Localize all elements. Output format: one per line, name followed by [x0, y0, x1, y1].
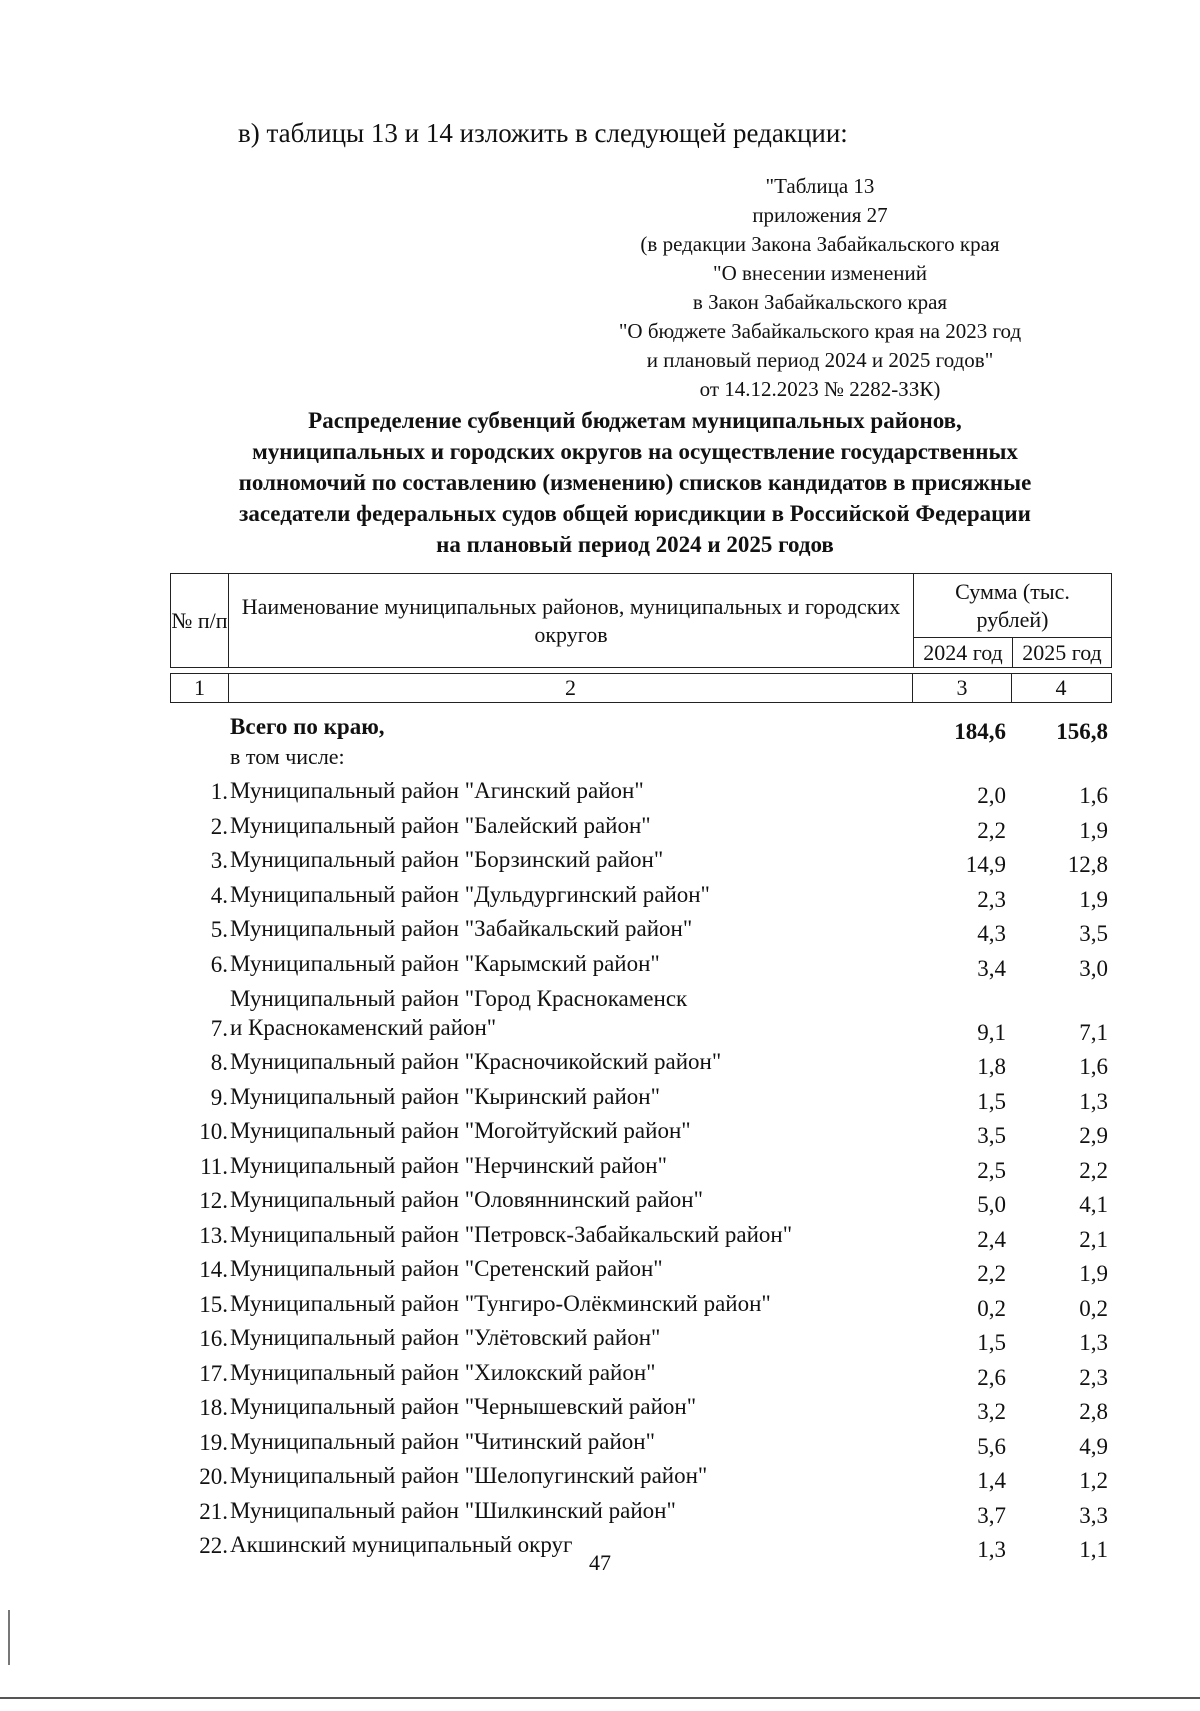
- header-year-2025: 2025 год: [1013, 638, 1112, 668]
- row-name-line: Муниципальный район "Тунгиро-Олёкминский район": [230, 1290, 771, 1316]
- row-name-line: Муниципальный район "Читинский район": [230, 1428, 655, 1454]
- row-value-2024: 1,3: [977, 1537, 1006, 1562]
- row-value-2025: 4,1: [1079, 1192, 1108, 1217]
- row-number: 1.: [210, 779, 228, 804]
- row-name: [230, 1461, 1070, 1490]
- reference-line: и плановый период 2024 и 2025 годов": [646, 348, 994, 372]
- row-value-2024: 2,2: [977, 817, 1006, 843]
- row-name-line: Муниципальный район "Город Краснокаменск: [230, 985, 688, 1011]
- row-name: [230, 1220, 1070, 1249]
- table-row: [170, 982, 1112, 1046]
- reference-line: "О бюджете Забайкальского края на 2023 год: [618, 319, 1022, 343]
- row-name: [230, 1254, 1070, 1283]
- table-body: [170, 710, 1112, 1563]
- row-value-2024: 0,2: [977, 1295, 1006, 1321]
- row-value-2024: 3,7: [977, 1502, 1006, 1528]
- row-name: [230, 949, 1070, 978]
- row-value-2025: 0,2: [1079, 1295, 1108, 1321]
- row-name-line: Муниципальный район "Могойтуйский район": [230, 1118, 691, 1143]
- row-value-2024: 2,0: [977, 783, 1006, 808]
- table-row: [170, 1046, 1112, 1081]
- column-index: 4: [1055, 675, 1067, 700]
- row-name: [230, 1289, 1070, 1318]
- table-row: [170, 1149, 1112, 1184]
- title-line: на плановый период 2024 и 2025 годов: [436, 532, 834, 557]
- table-row: [170, 1184, 1112, 1219]
- row-name-line: Муниципальный район "Петровск-Забайкальский район": [230, 1221, 793, 1247]
- row-value-2025: 2,9: [1079, 1123, 1108, 1148]
- table-row: [170, 1115, 1112, 1150]
- row-value-2025: 1,9: [1079, 1261, 1108, 1286]
- subtotal-label-row: [170, 745, 1112, 775]
- table-row: [170, 1253, 1112, 1288]
- column-index: 2: [229, 674, 913, 702]
- header-sum-column: Сумма (тыс. рублей): [914, 574, 1112, 638]
- total-row: [170, 710, 1112, 745]
- row-name: [230, 1116, 1070, 1145]
- row-value-2024: 1,5: [977, 1330, 1006, 1355]
- row-name-line: Муниципальный район "Оловяннинский район": [230, 1187, 704, 1212]
- row-value-2025: 3,0: [1079, 955, 1108, 981]
- row-name: [230, 811, 1070, 840]
- row-value-2024: 2,6: [977, 1364, 1006, 1390]
- page-number: 47: [589, 1550, 611, 1575]
- row-value-2024: 4,3: [977, 921, 1006, 946]
- row-value-2025: 1,3: [1079, 1088, 1108, 1114]
- reference-line: "Таблица 13: [765, 174, 875, 198]
- row-number: 3.: [210, 848, 228, 873]
- row-number: 18.: [199, 1395, 228, 1420]
- row-value-2024: 2,2: [977, 1261, 1006, 1286]
- row-value-2025: 12,8: [1067, 852, 1108, 877]
- total-2024: 184,6: [954, 718, 1006, 744]
- row-value-2024: 5,0: [977, 1192, 1006, 1217]
- row-number: 2.: [210, 813, 228, 839]
- row-value-2025: 2,8: [1079, 1399, 1108, 1424]
- table-row: [170, 1356, 1112, 1391]
- row-value-2024: 2,3: [977, 886, 1006, 912]
- row-value-2024: 3,4: [977, 955, 1006, 981]
- row-name-line: Муниципальный район "Агинский район": [230, 778, 644, 803]
- column-index-row: [170, 673, 1112, 703]
- table-row: [170, 913, 1112, 948]
- row-value-2024: 3,5: [977, 1123, 1006, 1148]
- row-value-2025: 1,3: [1079, 1330, 1108, 1355]
- table-row: [170, 775, 1112, 810]
- row-number: 15.: [199, 1291, 228, 1317]
- row-number: 9.: [210, 1084, 228, 1110]
- row-name-line: Муниципальный район "Чернышевский район": [230, 1394, 697, 1419]
- title-line: Распределение субвенций бюджетам муниципальных районов,: [308, 408, 962, 433]
- row-value-2024: 9,1: [977, 1019, 1006, 1045]
- row-number: 4.: [210, 882, 228, 908]
- reference-line: (в редакции Закона Забайкальского края: [640, 232, 1000, 256]
- column-index: 1: [171, 674, 229, 702]
- row-name-line: Муниципальный район "Забайкальский район": [230, 916, 693, 941]
- table-row: [170, 1391, 1112, 1426]
- row-number: 16.: [199, 1326, 228, 1351]
- row-name-line: и Краснокаменский район": [230, 1014, 497, 1040]
- row-value-2024: 1,8: [977, 1054, 1006, 1079]
- column-index: 3: [913, 674, 1012, 702]
- row-value-2024: 2,4: [977, 1226, 1006, 1252]
- header-number-column: № п/п: [171, 574, 229, 668]
- row-number: 13.: [199, 1222, 228, 1248]
- header-year-2024: 2024 год: [914, 638, 1013, 668]
- table-header: [170, 573, 1112, 668]
- row-name: [230, 1496, 1070, 1525]
- reference-line: от 14.12.2023 № 2282-ЗЗК): [699, 377, 941, 401]
- total-2025: 156,8: [1056, 718, 1108, 744]
- row-name: [230, 1323, 1070, 1352]
- row-value-2025: 1,6: [1079, 783, 1108, 808]
- table-row: [170, 1080, 1112, 1115]
- row-name: [230, 1358, 1070, 1387]
- row-value-2025: 2,1: [1079, 1226, 1108, 1252]
- row-name-line: Муниципальный район "Шелопугинский район": [230, 1463, 708, 1488]
- row-name: [230, 845, 1070, 874]
- row-number: 14.: [199, 1257, 228, 1282]
- row-name-line: Муниципальный район "Хилокский район": [230, 1359, 656, 1385]
- title-line: полномочий по составлению (изменению) списков кандидатов в присяжные: [238, 470, 1032, 495]
- row-value-2025: 2,2: [1079, 1157, 1108, 1183]
- row-value-2025: 1,6: [1079, 1054, 1108, 1079]
- row-name-line: Муниципальный район "Шилкинский район": [230, 1497, 676, 1523]
- reference-line: "О внесении изменений: [713, 261, 927, 285]
- row-value-2024: 5,6: [977, 1433, 1006, 1459]
- scan-margin-mark: [8, 1610, 10, 1665]
- table-row: [170, 878, 1112, 913]
- subtotal-label: в том числе:: [230, 743, 345, 769]
- scan-edge-divider: [0, 1697, 1200, 1699]
- table-row: [170, 1218, 1112, 1253]
- row-value-2025: 1,2: [1079, 1468, 1108, 1493]
- row-number: 7.: [210, 1015, 228, 1041]
- row-name-line: Муниципальный район "Балейский район": [230, 812, 651, 838]
- row-number: 11.: [200, 1153, 228, 1179]
- row-number: 6.: [210, 951, 228, 977]
- reference-line: приложения 27: [752, 203, 888, 227]
- intro-text: в) таблицы 13 и 14 изложить в следующей редакции:: [238, 118, 848, 148]
- row-number: 20.: [199, 1464, 228, 1489]
- row-value-2024: 2,5: [977, 1157, 1006, 1183]
- table-row: [170, 1322, 1112, 1357]
- reference-line: в Закон Забайкальского края: [692, 290, 948, 314]
- total-label: Всего по краю,: [230, 713, 385, 739]
- row-value-2024: 1,5: [977, 1088, 1006, 1114]
- row-name: [230, 914, 1070, 943]
- table-row: [170, 1494, 1112, 1529]
- row-number: 21.: [199, 1498, 228, 1524]
- row-name-line: Акшинский муниципальный округ: [230, 1532, 573, 1557]
- row-value-2025: 4,9: [1079, 1433, 1108, 1459]
- row-name-line: Муниципальный район "Борзинский район": [230, 847, 664, 872]
- row-value-2024: 1,4: [977, 1468, 1006, 1493]
- row-name-line: Муниципальный район "Сретенский район": [230, 1256, 663, 1281]
- row-name-line: Муниципальный район "Красночикойский район": [230, 1049, 722, 1074]
- row-number: 10.: [199, 1119, 228, 1144]
- row-name-line: Муниципальный район "Улётовский район": [230, 1325, 661, 1350]
- row-name-line: Муниципальный район "Дульдургинский район": [230, 881, 710, 907]
- row-value-2025: 2,3: [1079, 1364, 1108, 1390]
- row-value-2025: 7,1: [1079, 1019, 1108, 1045]
- row-number: 22.: [199, 1533, 228, 1558]
- table-row: [170, 1460, 1112, 1495]
- table-row: [170, 947, 1112, 982]
- row-name: [230, 880, 1070, 909]
- row-name-line: Муниципальный район "Карымский район": [230, 950, 660, 976]
- row-value-2025: 3,3: [1079, 1502, 1108, 1528]
- row-value-2024: 3,2: [977, 1399, 1006, 1424]
- header-name-column: Наименование муниципальных районов, муниципальных и городских округов: [229, 574, 914, 668]
- table-row: [170, 809, 1112, 844]
- row-number: 12.: [199, 1188, 228, 1213]
- row-name: [230, 776, 1070, 805]
- row-number: 19.: [199, 1429, 228, 1455]
- table-row: [170, 1425, 1112, 1460]
- row-name-line: Муниципальный район "Нерчинский район": [230, 1152, 667, 1178]
- row-number: 8.: [210, 1050, 228, 1075]
- row-name: [230, 1151, 1070, 1180]
- row-name: [230, 1047, 1070, 1076]
- table-row: [170, 844, 1112, 879]
- document-title: [150, 405, 1120, 560]
- row-number: 5.: [210, 917, 228, 942]
- row-name-line: Муниципальный район "Кыринский район": [230, 1083, 660, 1109]
- row-name: [230, 1082, 1070, 1111]
- row-value-2025: 3,5: [1079, 921, 1108, 946]
- row-value-2025: 1,9: [1079, 817, 1108, 843]
- row-name: [230, 984, 1070, 1042]
- row-value-2025: 1,1: [1079, 1537, 1108, 1562]
- row-number: 17.: [199, 1360, 228, 1386]
- table-reference-block: [560, 172, 1080, 404]
- row-name: [230, 1427, 1070, 1456]
- title-line: муниципальных и городских округов на осуществление государственных: [252, 439, 1018, 464]
- row-name: [230, 1185, 1070, 1214]
- table-rows: [170, 775, 1112, 1564]
- row-value-2024: 14,9: [965, 852, 1006, 877]
- row-value-2025: 1,9: [1079, 886, 1108, 912]
- table-row: [170, 1287, 1112, 1322]
- title-line: заседатели федеральных судов общей юрисдикции в Российской Федерации: [239, 501, 1031, 526]
- row-name: [230, 1392, 1070, 1421]
